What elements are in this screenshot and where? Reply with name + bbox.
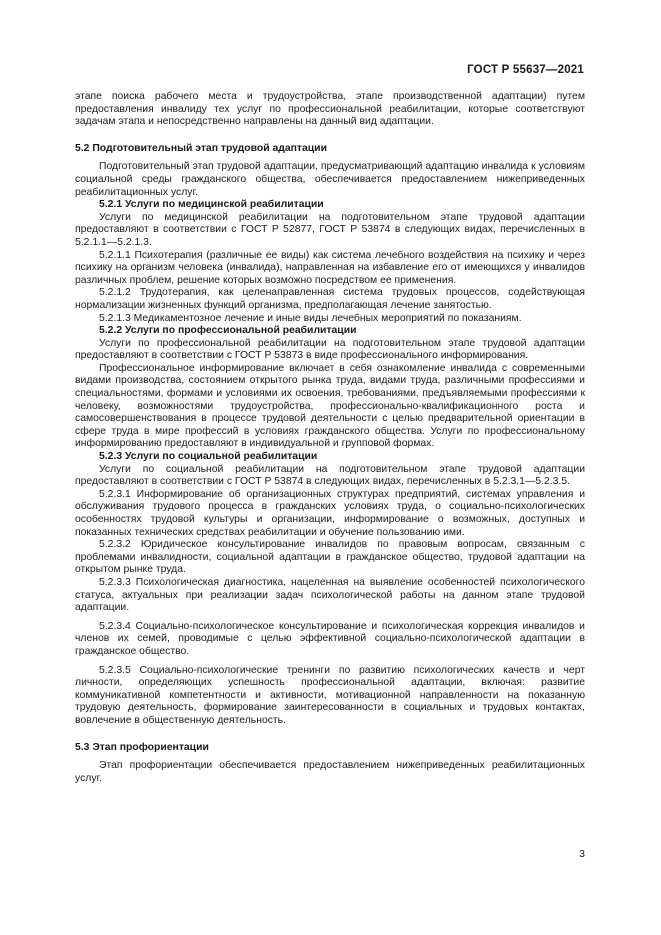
subsection-heading-5-2-2: 5.2.2 Услуги по профессиональной реабилитации xyxy=(99,325,357,337)
paragraph: Этап профориентации обеспечивается предоставлением нижеприведенных реабилитационных услуг. xyxy=(75,760,585,784)
paragraph: Услуги по профессиональной реабилитации на подготовительном этапе трудовой адаптации предоставляют в соответствии с ГОСТ Р 53873 в виде профессионального информирования. xyxy=(75,337,585,362)
clause-5-2-1-1: 5.2.1.1 Психотерапия (различные ее виды) как система лечебного воздействия на психику и через психику на организм человека (инвалида), направленная на избавление его от имеющихся у инвалидов различных проблем, решение которых возможно посредством ее применения. xyxy=(75,249,585,286)
subsection-heading-5-2-3: 5.2.3 Услуги по социальной реабилитации xyxy=(99,451,318,463)
paragraph: Услуги по социальной реабилитации на подготовительном этапе трудовой адаптации предоставляют в соответствии с ГОСТ Р 53874 в следующих видах, перечисленных в 5.2.3.1—5.2.3.5. xyxy=(75,463,585,488)
clause-5-2-1-2: 5.2.1.2 Трудотерапия, как целенаправленная система трудовых процессов, содействующая нормализации жизненных функций организма, предполагающая лечение занятостью. xyxy=(75,287,585,311)
paragraph: Профессиональное информирование включает в себя ознакомление инвалида с современными видами производства, состоянием открытого рынка труда, видами труда, различными профессиями и специальностями, формами и условиями их освоения, требованиями, предъявляемыми профессиями к человеку, возможностями трудоустройства, профессионально-квалификационного роста и самосовершенствования в процессе трудовой деятельности с целью предварительной ориентации в сфере труда в мире профессий в условиях гражданского общества. Услуги по профессиональному информированию предоставляют в индивидуальной и групповой формах. xyxy=(75,362,585,450)
page-number: 3 xyxy=(579,848,585,860)
subsection-heading-5-2-1: 5.2.1 Услуги по медицинской реабилитации xyxy=(99,199,324,211)
clause-5-2-3-2: 5.2.3.2 Юридическое консультирование инвалидов по правовым вопросам, связанным с проблемами инвалидности, социальной адаптации в гражданское общество, трудовой адаптации на открытом рынке труда. xyxy=(75,539,585,576)
clause-5-2-3-1: 5.2.3.1 Информирование об организационных структурах предприятий, системах управления и обслуживания трудового процесса в гражданских условиях труда, о социально-психологических особенностях трудовой культуры и организации, информирование о возможных, доступных и показанных технических средствах реабилитации и обучение пользованию ими. xyxy=(75,488,585,538)
document-body xyxy=(75,91,585,785)
document-code-header: ГОСТ Р 55637—2021 xyxy=(467,64,584,76)
clause-5-2-1-3: 5.2.1.3 Медикаментозное лечение и иные виды лечебных мероприятий по показаниям. xyxy=(99,312,522,324)
section-heading-5-2: 5.2 Подготовительный этап трудовой адаптации xyxy=(75,142,327,154)
clause-5-2-3-5: 5.2.3.5 Социально-психологические тренинги по развитию психологических качеств и черт личности, определяющих успешность профессиональной адаптации, включая: развитие коммуникативной компетентности и активности, мотивационной направленности на показанную трудовую деятельность, формирование заинтересованности в социальных и трудовых контактах, вовлечение в общественную деятельность. xyxy=(75,664,585,726)
paragraph: Услуги по медицинской реабилитации на подготовительном этапе трудовой адаптации предоставляют в соответствии с ГОСТ Р 52877, ГОСТ Р 53874 в следующих видах, перечисленных в 5.2.1.1—5.2.1.3. xyxy=(75,211,585,248)
section-heading-5-3: 5.3 Этап профориентации xyxy=(75,741,209,753)
paragraph: Подготовительный этап трудовой адаптации, предусматривающий адаптацию инвалида к условиям социальной среды гражданского общества, обеспечивается предоставлением нижеприведенных реабилитационных услуг. xyxy=(75,161,585,198)
clause-5-2-3-3: 5.2.3.3 Психологическая диагностика, нацеленная на выявление особенностей психологического статуса, актуальных при реализации задач психологической работы на данном этапе трудовой адаптации. xyxy=(75,576,585,614)
clause-5-2-3-4: 5.2.3.4 Социально-психологическое консультирование и психологическая коррекция инвалидов и членов их семей, проводимые с целью эффективной социально-психологической адаптации в гражданское общество. xyxy=(75,620,585,657)
paragraph-continuation: этапе поиска рабочего места и трудоустройства, этапе производственной адаптации) путем предоставления инвалиду тех услуг по профессиональной реабилитации, которые соответствуют задачам этапа и непосредственно направлены на данный вид адаптации. xyxy=(75,91,585,128)
